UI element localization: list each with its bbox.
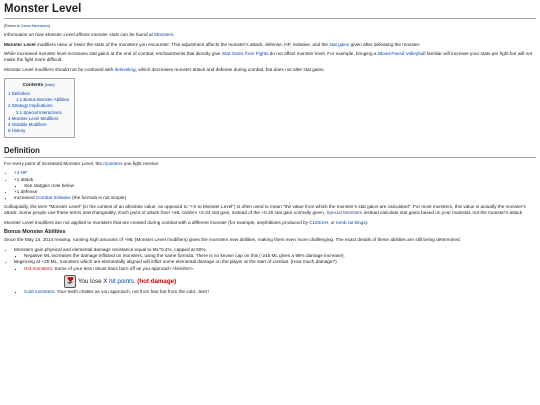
- intro-paragraph-1: Monster Level modifiers raise or lower the stats of the monsters you encounter. This adjustment affects the monster's attack, defense, HP, initiative, and the stat gains given after defeating the monster.: [4, 41, 421, 47]
- list-item: ▪ See statgain note below: [24, 183, 536, 189]
- definition-lead: For every point of increased Monster Level, the monsters you fight receive:: [4, 160, 160, 166]
- definition-heading: Definition: [4, 146, 536, 158]
- info-line: Information on how Monster Level affects monster stats can be found at Monsters.: [4, 32, 175, 38]
- hit-points-link[interactable]: hit points: [109, 277, 134, 285]
- hp-icon: HP: [64, 275, 76, 288]
- monsters-link[interactable]: Monsters: [154, 32, 174, 38]
- table-of-contents: [4, 78, 75, 138]
- blood-faced-volleyball-link[interactable]: Blood-Faced Volleyball: [377, 51, 426, 57]
- bonus-list-cont: [4, 289, 536, 295]
- list-item: • Beginning at +25 ML, monsters which are elementally aligned will inflict some elemental damage on the player at the start of combat. (How much damage?) ▪ Hot monsters: Some of your less robust hairs burn off as you approach <himiher>.: [14, 259, 536, 271]
- toc-title: Contents [hide]: [22, 82, 55, 89]
- stat-gains-link[interactable]: stat gains: [329, 41, 350, 47]
- deleveling-link[interactable]: deleveling: [114, 66, 136, 72]
- tomb-rat-kings-link[interactable]: tomb rat kings: [336, 219, 366, 225]
- cold-monsters-link[interactable]: Cold monsters: [24, 288, 55, 294]
- special-monsters-link[interactable]: Special Monsters: [326, 210, 363, 216]
- toc-item-variable-modifiers[interactable]: 4 Variable Modifiers: [8, 121, 47, 127]
- toc-item-monster-level-modifiers[interactable]: 3 Monster Level Modifiers: [8, 115, 59, 121]
- toc-item-special-interactions[interactable]: 2.1 Special Interactions: [16, 109, 62, 115]
- stat-gains-from-fights-link[interactable]: Stat Gains from Fights: [221, 51, 269, 57]
- list-item: • +1 defense: [14, 189, 536, 195]
- monsters-link-2[interactable]: monsters: [103, 160, 123, 166]
- bonus-paragraph: Since the May 14, 2014 revamp, running high amounts of +ML (Monster Level modifiers) gives the monsters new abilities, making them even more challenging. The exact details of these abilities are still being determined.: [4, 237, 461, 243]
- list-item: ▪ Cold monsters: Your teeth chatter as you approach, not from fear but from the cold. Jeez!: [24, 289, 536, 295]
- combat-initiative-link[interactable]: Combat Initiative: [35, 195, 71, 201]
- list-item: • +1 attack ▪ See statgain note below: [14, 177, 536, 189]
- list-item: • Monsters gain physical and elemental damage resistance equal to ML*0.4%, capped at 50%. ▪ Negative ML increases the damage inflicted on monsters, using the same formula. There is no known cap on this (-245 ML gives a 98% damage increase).: [14, 247, 536, 259]
- toc-item-definition[interactable]: 1 Definition: [8, 91, 30, 97]
- definition-paragraph-2: Monster Level modifiers are not applied to monsters that are created during combat with a different monster (for example, amphibians produced by CLEESH, or tomb rat kings).: [4, 219, 369, 225]
- return-link-line: [Return to Game Mechanics]: [4, 24, 50, 28]
- toc-item-history[interactable]: 5 History: [8, 127, 26, 133]
- definition-paragraph-1: Colloquially, the term "Monster Level" (in the context of an absolute value, as opposed to "+X to Monster Level") is often used to mean "the value from which the monster's stat gains are calculated". For most monsters, this value is actually the monster's attack. Some people use these terms interchangeably. Each point of attack from +ML confers +0.33 stat gain, instead of the +0.25 stat gain normally given. Special Monsters instead calculate stat gains based on your mainstat, not the monster's attack.: [4, 204, 526, 216]
- game-mechanics-link[interactable]: Game Mechanics: [20, 24, 49, 28]
- list-item: • Increased Combat Initiative (the formula is not simple): [14, 195, 536, 201]
- damage-text: You lose X hit points. (hot damage): [78, 277, 177, 285]
- intro-paragraph-3: Monster Level modifiers should not be confused with deleveling, which decreases monster attack and defense during combat, but does not alter stat gains.: [4, 66, 325, 72]
- intro-paragraph-2: While increased monster level increases stat gains at the end of combat, enchantments that directly give Stat Gains from Fights do not affect monster level. For example, bringing a Blood-Faced Volleyball familiar will increase your stats per fight but will not make the fight more difficult.: [4, 51, 533, 63]
- list-item: ▪ Hot monsters: Some of your less robust hairs burn off as you approach <himiher>.: [24, 266, 536, 272]
- list-item: ▪ Negative ML increases the damage inflicted on monsters, using the same formula. There is no known cap on this (-245 ML gives a 98% damage increase).: [24, 253, 536, 259]
- toc-hide-link[interactable]: hide: [45, 82, 54, 88]
- toc-item-bonus-monster-abilities[interactable]: 1.1 Bonus Monster Abilities: [16, 97, 69, 103]
- bonus-abilities-heading: Bonus Monster Abilities: [4, 229, 66, 236]
- bonus-list: [4, 247, 536, 272]
- hot-monsters-link[interactable]: Hot monsters: [24, 265, 52, 271]
- cleesh-link[interactable]: CLEESH: [309, 219, 329, 225]
- toc-item-strategy-implications[interactable]: 2 Strategy Implications: [8, 103, 53, 109]
- page-title: Monster Level: [4, 3, 536, 19]
- hp-link[interactable]: +1 HP: [14, 170, 28, 176]
- definition-list: [4, 170, 536, 201]
- damage-message: [64, 275, 536, 288]
